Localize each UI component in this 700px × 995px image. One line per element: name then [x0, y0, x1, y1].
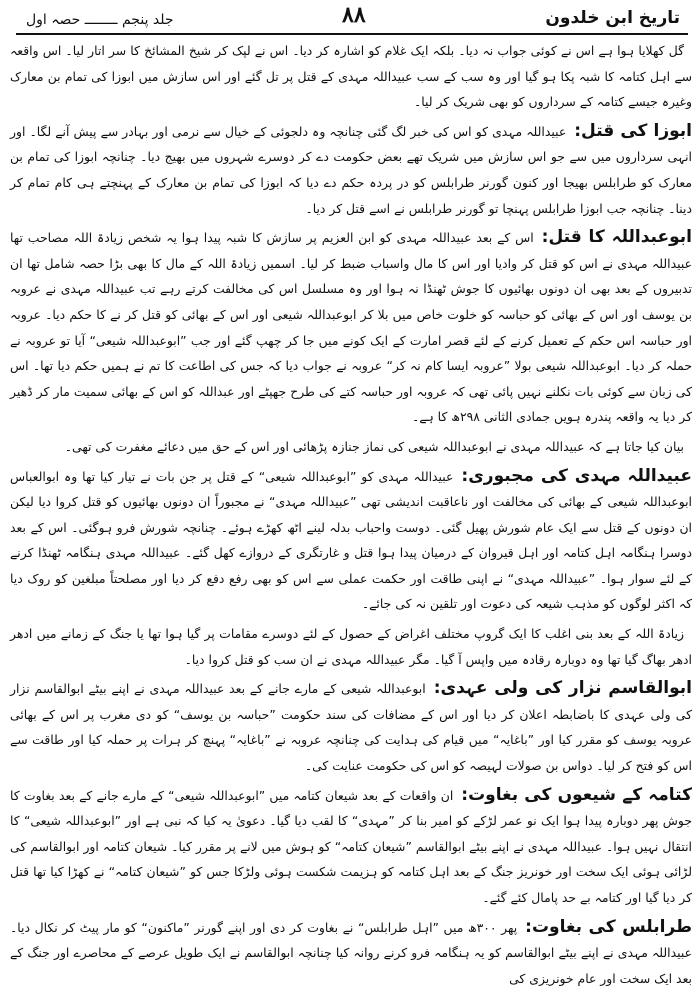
paragraph: [10, 225, 692, 430]
paragraph: [10, 38, 692, 115]
paragraph: [10, 434, 692, 460]
paragraph-text: ان واقعات کے بعد شیعان کتامہ میں ”ابوعبداللہ شیعی“ کے مارے جانے کے بعد بغاوت کا جوش پھر دوبارہ پیدا ہوا ایک نو عمر لڑکے کو امیر بنا کر ”مہدی“ کا لقب دیا گیا۔ دعویٰ یہ کیا کہ نبی ہے اور ”ابوعبداللہ شیعی“ کا انتقال نہیں ہوا۔ عبیداللہ مہدی نے اپنے بیٹے ابوالقاسم ”شیعان کتامہ“ کو ہوش میں لانے پر مقرر کیا۔ شیعان کتامہ اور ابوالقاسم کی لڑائی ہوئی ایک سخت اور خونریز جنگ کے بعد اہل کتامہ کو ہزیمت شکست ہوئی ولڑکا جس کو ”شیعان کتامہ“ نے کھڑا کیا تھا قتل کر دیا گیا اور کتامہ بے حد پامال کئے گئے۔: [10, 787, 692, 905]
paragraph: [10, 915, 692, 992]
section-heading: ابوعبداللہ کا قتل:: [541, 227, 692, 248]
section-heading: عبیداللہ مہدی کی مجبوری:: [461, 465, 692, 486]
paragraph: [10, 621, 692, 672]
paragraph-text: زیادۃ اللہ کے بعد بنی اغلب کا ایک گروپ مختلف اغراض کے حصول کے لئے دوسرے مقامات پر گیا ہوا تھا یا جنگ کے زمانے میں ادھر ادھر بھاگ گیا تھا وہ دوبارہ رقادہ میں واپس آ گیا۔ مگر عبیداللہ مہدی نے ان سب کو قتل کروا دیا۔: [10, 626, 692, 667]
paragraph-text: عبیداللہ مہدی کو ”ابوعبداللہ شیعی“ کے قتل پر جن بات نے تیار کیا تھا وہ ابوالعباس ابوعبداللہ شیعی کے بھائی کی مخالفت اور ناعاقبت اندیشی تھی ”عبیداللہ مہدی“ نے مجبوراً ان دونوں بھائیوں کو قتل کروا دیا لیکن ان دونوں کے قتل سے ایک عام شورش پھیل گئی۔ دوست واحباب بدلہ لینے اٹھ کھڑے ہوئے۔ چنانچہ شورش فرو ہوگئی۔ اس کے بعد دوسرا ہنگامہ اہل کتامہ اور اہل قیروان کے درمیان پیدا ہوا قتل و غارتگری کے دروازے کھل گئے۔ عبیداللہ مہدی ہنگامہ ٹھنڈا کرنے کے لئے سوار ہوا۔ ”عبیداللہ مہدی“ نے اپنی طاقت اور حکمت عملی سے اس کو بھی رفع دفع کر دیا اور مصلحتاً مبلغین کو روک دیا کہ اکثر لوگوں کو مذہب شیعہ کی دعوت اور تلقین نہ کی جائے۔: [10, 468, 692, 612]
page-body: [10, 38, 692, 995]
paragraph: [10, 464, 692, 618]
page-number: ۸۸: [342, 2, 366, 28]
paragraph-text: ابوعبداللہ شیعی کے مارے جانے کے بعد عبیداللہ مہدی نے اپنے بیٹے ابوالقاسم نزار کی ولی عہدی کا باضابطہ اعلان کر دیا اور اس کے مضافات کی سند حکومت ”حباسہ بن یوسف“ کو دی مغرب پر اس کے بھائی عروبہ یوسف کو مقرر کیا اور ”باغایہ“ میں قیام کی ہدایت کی چنانچہ عروبہ نے ”باغایہ“ پہنچ کر ہرات پر حملہ کیا اور طاقت سے اس کو فتح کر لیا۔ دواس بن صولات لہیصہ کو اس کی حکومت عنایت کی۔: [10, 681, 692, 774]
paragraph: [10, 783, 692, 911]
paragraph-text: پھر ۳۰۰ھ میں ”اہل طرابلس“ نے بغاوت کر دی اور اپنے گورنر ”ماکنون“ کو مار پیٹ کر نکال دیا۔ عبیداللہ مہدی نے اپنے بیٹے ابوالقاسم کو یہ ہنگامہ فرو کرنے روانہ کیا چنانچہ ابوالقاسم نے ایک طویل عرصے کے محاصرے اور جنگ کے بعد ایک سخت اور عام خونریزی کی: [10, 919, 692, 986]
paragraph: [10, 119, 692, 221]
section-heading: ابوالقاسم نزار کی ولی عہدی:: [433, 678, 692, 699]
header-rule: [16, 33, 688, 35]
paragraph-text: اس کے بعد عبیداللہ مہدی کو ابن العزیم پر سازش کا شبہ پیدا ہوا یہ شخص زیادۃ اللہ مصاحب تھا عبیداللہ مہدی نے اس کو قتل کر وادیا اور اس کا مال واسباب ضبط کر لیا۔ اسمیں زیادۃ اللہ کے مال کا بھی بڑا حصہ شامل تھا ان تدبیروں کے بعد بھی ان دونوں بھائیوں کا جوش ٹھنڈا نہ ہوا اور وہ مسلسل اس کی مخالفت کرتے رہے تب عبیداللہ مہدی نے عروبہ بن یوسف اور اس کے بھائی کو حباسہ کو خلوت خاص میں بلا کر ابوعبداللہ شیعی اور اس کے بھائی کو قتل کر نے کا حکم دیا۔ عروبہ اور حباسہ اس حکم کے تعمیل کرنے کے لئے قصر امارت کے ایک کونے میں جا کر چھپ گئے اور جب ”ابوعبداللہ شیعی“ آیا تو عروبہ نے حملہ کر دیا۔ ابوعبداللہ شیعی بولا ”عروبہ ایسا کام نہ کر“ عروبہ نے جواب دیا کہ جس کی اطاعت کا تم نے ہمیں حکم دیا تھا۔ اس کی زبان سے کوئی بات نکلنے نہیں پائی تھی کہ عروبہ اور حباسہ کتے کی طرح جھپٹے اور عبداللہ کو اس کے بھائی سمیت مار کر ڈھیر کر دیا یہ واقعہ پندرہ ہویں جمادی الثانی ۲۹۸ھ کا ہے۔: [10, 230, 692, 425]
section-heading: طرابلس کی بغاوت:: [525, 916, 692, 937]
volume-part-label: جلد پنجم ــــــــ حصہ اول: [26, 12, 174, 28]
paragraph-text: بیان کیا جاتا ہے کہ عبیداللہ مہدی نے ابوعبداللہ شیعی کی نماز جنازہ پڑھائی اور اس کے حق میں دعائے مغفرت کی تھی۔: [64, 438, 684, 454]
page-header: [8, 0, 694, 34]
book-title: تاریخ ابن خلدون: [545, 8, 680, 28]
section-heading: ابوزا کی قتل:: [574, 120, 692, 141]
paragraph: [10, 676, 692, 778]
section-heading: کتامہ کے شیعوں کی بغاوت:: [461, 784, 692, 805]
paragraph-text: گل کھلایا ہوا ہے اس نے کوئی جواب نہ دیا۔ بلکہ ایک غلام کو اشارہ کر دیا۔ اس نے لپک کر شیخ المشائخ کا سر اتار لیا۔ اس واقعہ سے اہل کتامہ کا شبہ پکا ہو گیا اور وہ سب کے سب عبیداللہ مہدی کے قتل پر تل گئے اور اس سازش میں ابوزا کی تمام بن معارک وغیرہ جیسے کتامہ کے سرداروں کو بھی شریک کر لیا۔: [10, 43, 692, 110]
paragraph-text: عبیداللہ مہدی کو اس کی خبر لگ گئی چنانچہ وہ دلجوئی کے خیال سے نرمی اور بہادر سے پیش آنے لگا۔ اور انہی سرداروں میں سے جو اس سازش میں شریک تھے بعض حکومت دے کر دوسرے شہروں میں بھیج دیا۔ چنانچہ ابوزا کی تمام بن معارک کو طرابلس بھیجا اور کنون گورنر طرابلس کو در پردہ حکم دے دیا کہ ابوزا کی تمام بن معارک کے پہنچتے ہی کام تمام کر دینا۔ چنانچہ جب ابوزا طرابلس پہنچا تو گورنر طرابلس نے اسے قتل کر دیا۔: [10, 123, 692, 216]
